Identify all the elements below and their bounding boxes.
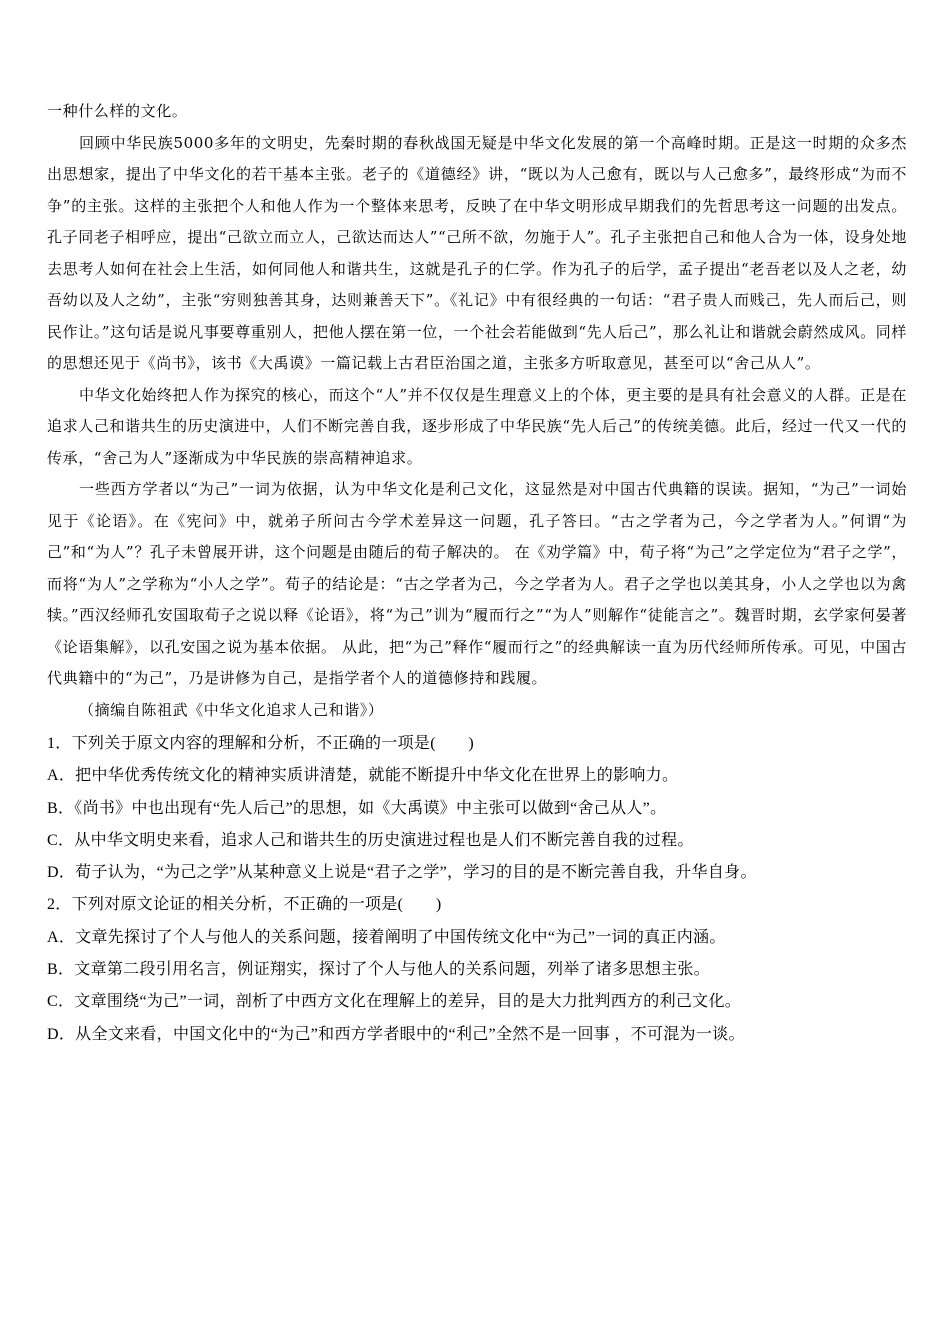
passage-paragraph-continuation: 一种什么样的文化。 [47, 102, 188, 120]
question-block [47, 728, 907, 889]
passage-source: （摘编自陈祖武《中华文化追求人己和谐》） [79, 700, 384, 719]
question-list [47, 728, 907, 1051]
question-block [47, 889, 907, 1050]
document-page [47, 96, 907, 1051]
answer-option-a: A．把中华优秀传统文化的精神实质讲清楚，就能不断提升中华文化在世界上的影响力。 [47, 767, 679, 785]
answer-option-b: B．《尚书》中也出现有“先人后己”的思想，如《大禹谟》中主张可以做到“舍己从人”。 [47, 799, 667, 817]
reading-passage [47, 96, 907, 726]
answer-option-d: D．从全文来看，中国文化中的“为己”和西方学者眼中的“利己”全然不是一回事 ，不可混为一谈。 [47, 1025, 745, 1043]
passage-paragraph: 一些西方学者以“为己”一词为依据，认为中华文化是利己文化，这显然是对中国古代典籍的误读。据知，“为己”一词始见于《论语》。在《宪问》中，就弟子所问古今学术差异这一问题，孔子答曰。“古之学者为己，今之学者为人。”何谓“为己”和“为人”？孔子未曾展开讲，这个问题是由随后的荀子解决的。 在《劝学篇》中，荀子将“为己”之学定位为“君子之学”，而将“为人”之学称为“小人之学”。荀子的结论是：“古之学者为己，今之学者为人。君子之学也以美其身，小人之学也以为禽犊。”西汉经师孔安国取荀子之说以释《论语》，将“为己”训为“履而行之”“为人”则解作“徒能言之”。魏晋时期，玄学家何晏著《论语集解》，以孔安国之说为基本依据。 从此，把“为己”释作“履而行之”的经典解读一直为历代经师所传承。可见，中国古代典籍中的“为己”，乃是讲修为自己，是指学者个人的道德修持和践履。 [47, 480, 907, 687]
answer-option-b: B．文章第二段引用名言，例证翔实，探讨了个人与他人的关系问题，列举了诸多思想主张。 [47, 961, 710, 979]
question-title: 1．下列关于原文内容的理解和分析，不正确的一项是( ) [47, 735, 475, 752]
answer-option-a: A．文章先探讨了个人与他人的关系问题，接着阐明了中国传统文化中“为己”一词的真正内涵。 [47, 928, 726, 946]
answer-option-d: D．荀子认为，“为己之学”从某种意义上说是“君子之学”，学习的目的是不断完善自我，升华自身。 [47, 864, 757, 882]
answer-option-c: C．从中华文明史来看，追求人己和谐共生的历史演进过程也是人们不断完善自我的过程。 [47, 831, 694, 849]
question-title: 2．下列对原文论证的相关分析，不正确的一项是( ) [47, 896, 442, 914]
answer-option-c: C．文章围绕“为己”一词，剖析了中西方文化在理解上的差异，目的是大力批判西方的利己文化。 [47, 993, 742, 1011]
passage-paragraph: 中华文化始终把人作为探究的核心，而这个“人”并不仅仅是生理意义上的个体，更主要的是具有社会意义的人群。正是在追求人己和谐共生的历史演进中，人们不断完善自我，逐步形成了中华民族“先人后己”的传统美德。此后，经过一代又一代的传承，“舍己为人”逐渐成为中华民族的崇高精神追求。 [47, 385, 907, 467]
passage-paragraph: 回顾中华民族5000多年的文明史，先秦时期的春秋战国无疑是中华文化发展的第一个高峰时期。正是这一时期的众多杰出思想家，提出了中华文化的若干基本主张。老子的《道德经》讲，“既以为人己愈有，既以与人己愈多”，最终形成“为而不争”的主张。这样的主张把个人和他人作为一个整体来思考，反映了在中华文明形成早期我们的先哲思考这一问题的出发点。孔子同老子相呼应，提出“己欲立而立人，己欲达而达人”“己所不欲，勿施于人”。孔子主张把自己和他人合为一体，设身处地去思考人如何在社会上生活，如何同他人和谐共生，这就是孔子的仁学。作为孔子的后学，孟子提出“老吾老以及人之老，幼吾幼以及人之幼”，主张“穷则独善其身，达则兼善天下”。《礼记》中有很经典的一句话：“君子贵人而贱己，先人而后己，则民作让。”这句话是说凡事要尊重别人，把他人摆在第一位，一个社会若能做到“先人后己”，那么礼让和谐就会蔚然成风。同样的思想还见于《尚书》，该书《大禹谟》一篇记载上古君臣治国之道，主张多方听取意见，甚至可以“舍己从人”。 [47, 133, 907, 372]
